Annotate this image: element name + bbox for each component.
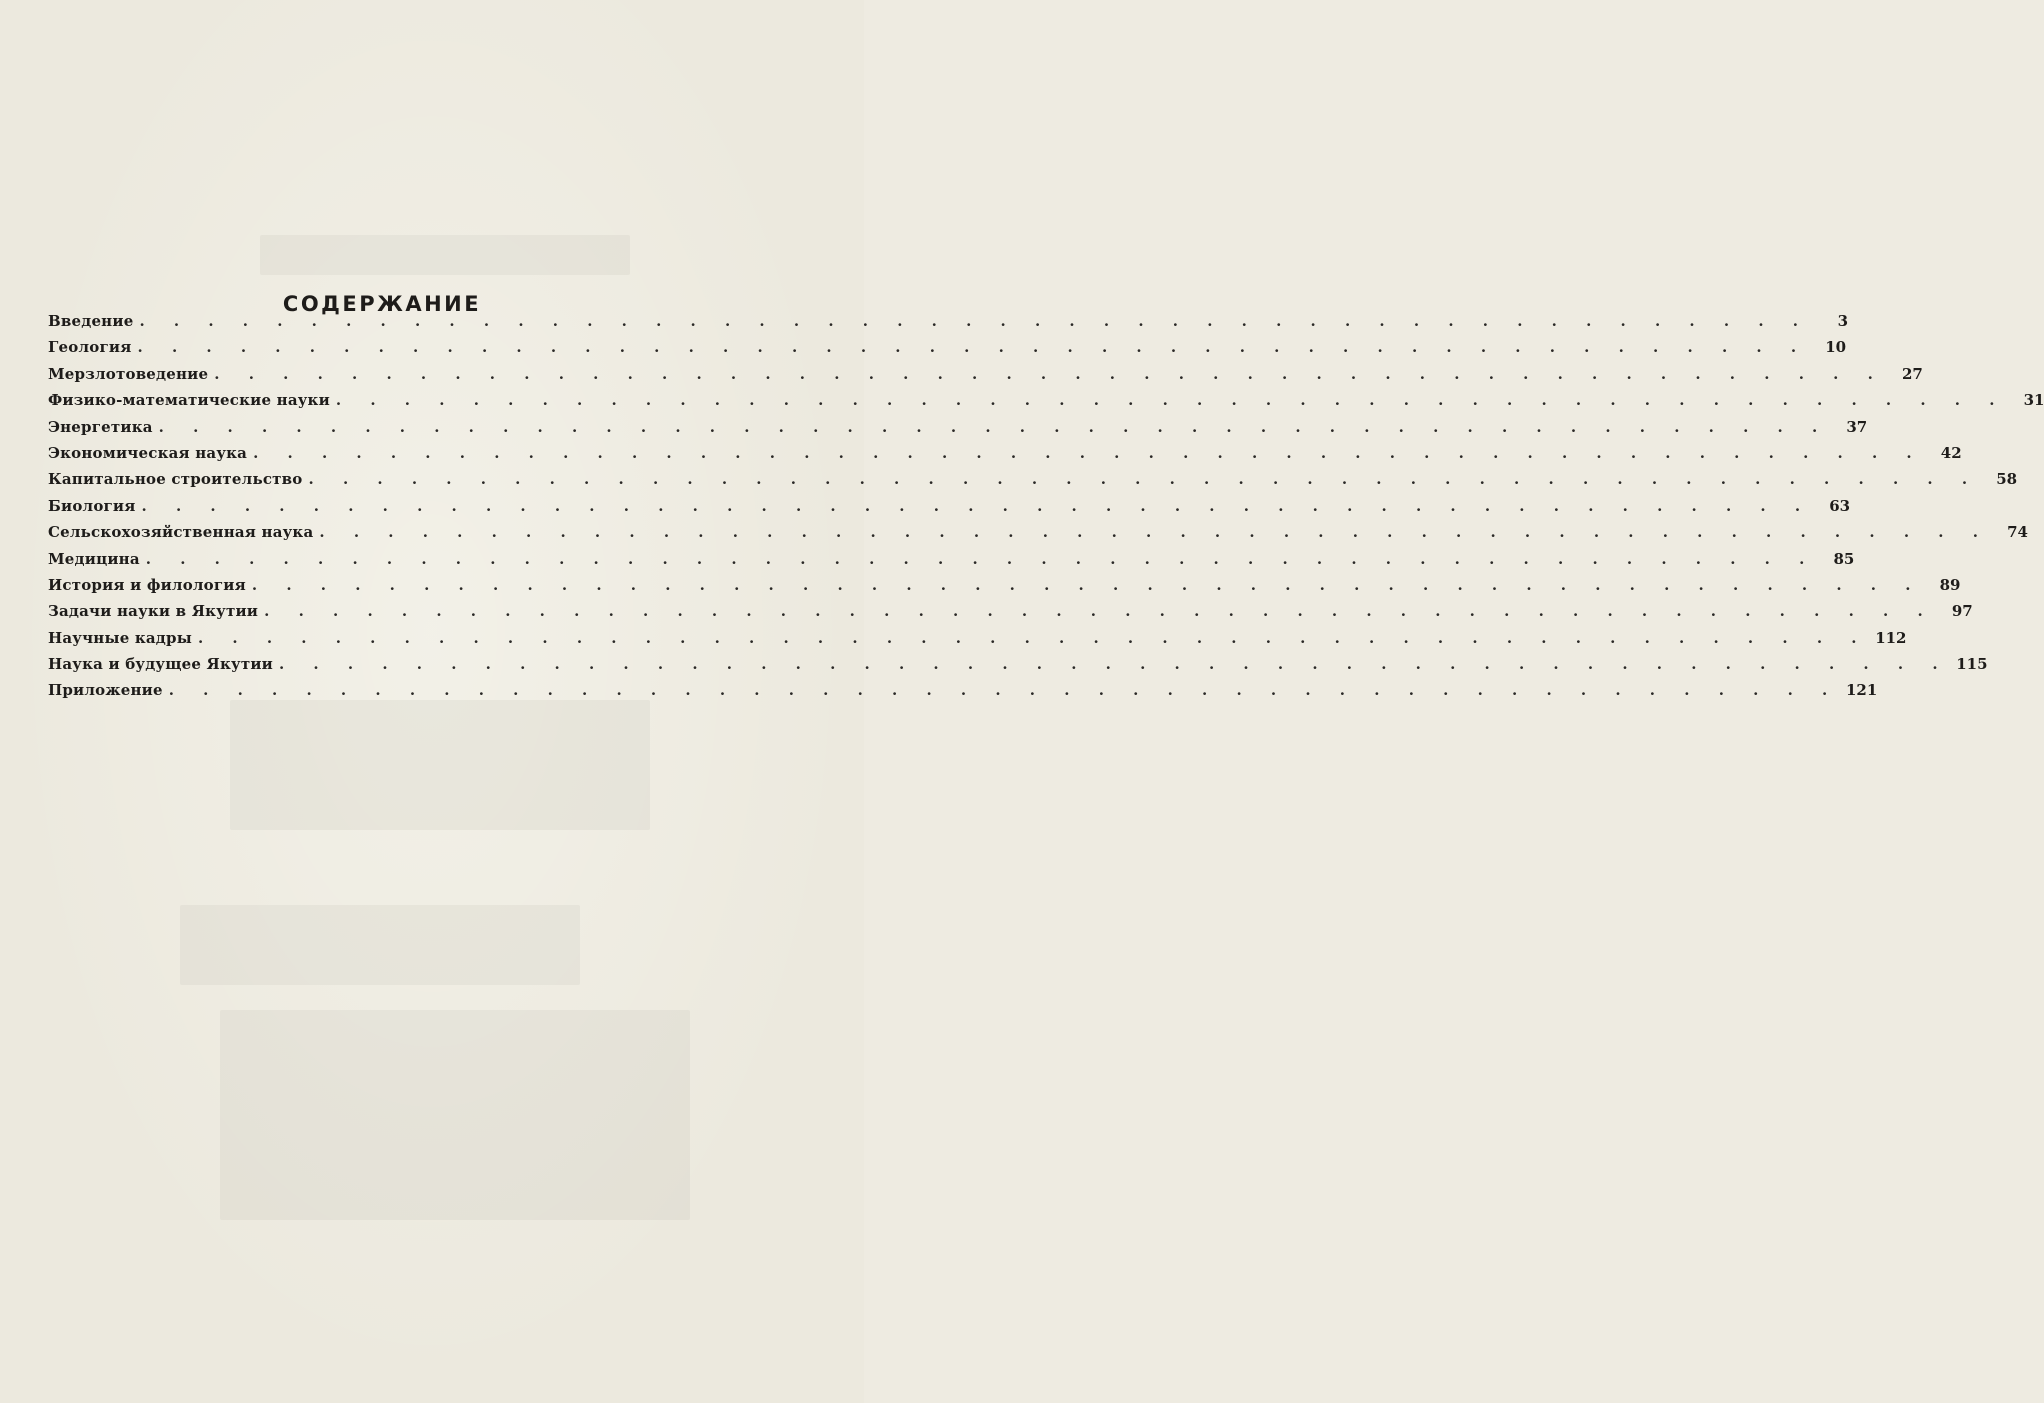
toc-entry-page: 89 [1939,575,1961,594]
table-of-contents [48,312,2044,708]
toc-entry-page: 74 [2007,523,2028,542]
toc-entry-page: 31 [2023,391,2044,410]
toc-entry-title: Геология [48,338,132,357]
toc-entry-title: Медицина [48,549,140,568]
toc-entry[interactable] [48,628,1907,655]
dot-leader: . . . . . . . . . . . . . . . . . . . . . . . . . . . . . . . . . . . . . . . . . . . . . . . . . [251,575,1923,594]
toc-entry[interactable] [48,575,1961,602]
show-through-mark [260,235,630,275]
dot-leader: . . . . . . . . . . . . . . . . . . . . . . . . . . . . . . . . . . . . . . . . . . . . . . . . . [253,443,1924,462]
dot-leader: . . . . . . . . . . . . . . . . . . . . . . . . . . . . . . . . . . . . . . . . . . . . . . . . . [137,338,1809,357]
toc-entry-title: Биология [48,496,136,515]
toc-entry-page: 37 [1846,417,1868,436]
dot-leader: . . . . . . . . . . . . . . . . . . . . . . . . . . . . . . . . . . . . . . . . . . . . . . . . . [141,496,1813,515]
toc-entry[interactable] [48,523,2028,549]
dot-leader: . . . . . . . . . . . . . . . . . . . . . . . . . . . . . . . . . . . . . . . . . . . . . . . . . [278,655,1950,674]
toc-entry-title: Капитальное строительство [48,470,303,489]
show-through-mark [220,1010,690,1220]
dot-leader: . . . . . . . . . . . . . . . . . . . . . . . . . . . . . . . . . . . . . . . . . . . . . . . . . [158,417,1830,436]
toc-entry[interactable] [48,470,2018,496]
toc-entry[interactable] [48,655,1988,681]
dot-leader: . . . . . . . . . . . . . . . . . . . . . . . . . . . . . . . . . . . . . . . . . . . . . . . . . [308,470,1980,489]
toc-entry[interactable] [48,681,1878,707]
toc-entry-title: Приложение [48,681,163,700]
toc-entry[interactable] [48,602,1973,628]
toc-entry-title: Сельскохозяйственная наука [48,523,314,542]
toc-entry-page: 42 [1940,443,1962,462]
dot-leader: . . . . . . . . . . . . . . . . . . . . . . . . . . . . . . . . . . . . . . . . . . . . . . . . . [168,681,1840,700]
toc-entry-page: 10 [1825,338,1847,357]
toc-entry-page: 112 [1875,628,1907,647]
toc-entry-page: 27 [1901,364,1923,383]
toc-entry-page: 3 [1837,312,1848,330]
dot-leader: . . . . . . . . . . . . . . . . . . . . . . . . . . . . . . . . . . . . . . . . . . . . . . . . . [197,628,1869,647]
toc-entry[interactable] [48,338,1847,364]
toc-entry-title: Научные кадры [48,628,192,647]
toc-entry-page: 115 [1956,655,1988,674]
toc-entry-page: 85 [1833,549,1855,568]
toc-entry-title: Экономическая наука [48,443,248,462]
toc-entry[interactable] [48,496,1851,523]
dot-leader: . . . . . . . . . . . . . . . . . . . . . . . . . . . . . . . . . . . . . . . . . . . . . . . . . [264,602,1935,621]
dot-leader: . . . . . . . . . . . . . . . . . . . . . . . . . . . . . . . . . . . . . . . . . . . . . . . . . [139,312,1810,330]
toc-entry-page: 121 [1845,681,1878,700]
toc-entry[interactable] [48,549,1855,576]
dot-leader: . . . . . . . . . . . . . . . . . . . . . . . . . . . . . . . . . . . . . . . . . . . . . . . . . [214,364,1885,383]
show-through-mark [180,905,580,985]
dot-leader: . . . . . . . . . . . . . . . . . . . . . . . . . . . . . . . . . . . . . . . . . . . . . . . . . [319,523,1990,542]
toc-entry-page: 63 [1829,496,1851,515]
page-title: СОДЕРЖАНИЕ [282,292,482,317]
toc-entry-page: 97 [1951,602,1973,621]
toc-entry[interactable] [48,391,2044,417]
toc-entry-title: Задачи науки в Якутии [48,602,259,621]
toc-entry[interactable] [48,417,1868,444]
toc-entry[interactable] [48,312,1848,338]
toc-entry-title: История и филология [48,575,246,594]
toc-entry-title: Физико-математические науки [48,391,330,410]
toc-entry-title: Введение [48,312,134,330]
toc-entry-title: Мерзлотоведение [48,364,209,383]
toc-entry-title: Наука и будущее Якутии [48,655,273,674]
toc-entry[interactable] [48,364,1923,391]
dot-leader: . . . . . . . . . . . . . . . . . . . . . . . . . . . . . . . . . . . . . . . . . . . . . . . . . [145,549,1817,568]
dot-leader: . . . . . . . . . . . . . . . . . . . . . . . . . . . . . . . . . . . . . . . . . . . . . . . . . [335,391,2007,410]
toc-entry-title: Энергетика [48,417,153,436]
show-through-mark [230,700,650,830]
toc-entry-page: 58 [1996,470,2018,489]
toc-entry[interactable] [48,443,1962,470]
